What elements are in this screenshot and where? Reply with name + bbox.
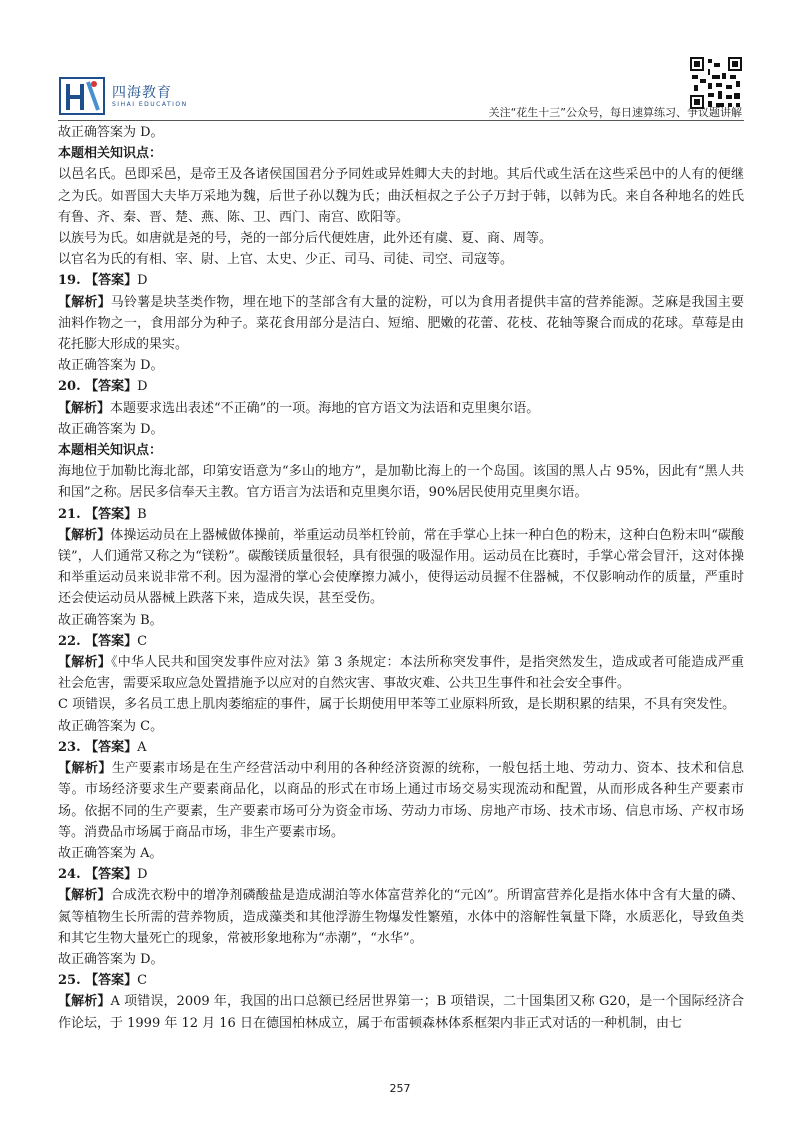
document-body	[58, 122, 744, 1034]
paragraph-label: 本题相关知识点：	[58, 443, 163, 459]
paragraph-label: 【解析】	[58, 527, 111, 543]
sihai-logo-icon	[58, 74, 110, 118]
paragraph-text: A	[137, 739, 147, 755]
paragraph-text: 故正确答案为 B。	[58, 612, 163, 628]
text-paragraph	[58, 376, 744, 397]
paragraph-text: 生产要素市场是在生产经营活动中利用的各种经济资源的统称，一般包括土地、劳动力、资本、技术和信息等。市场经济要求生产要素商品化，以商品的形式在市场上通过市场交易实现流动和配置，从而形成各种生产要素市场。依据不同的生产要素，生产要素市场可分为资金市场、劳动力市场、房地产市场、技术市场、信息市场、产权市场等。消费品市场属于商品市场，非生产要素市场。	[58, 761, 744, 840]
paragraph-text: D	[137, 867, 148, 883]
paragraph-label: 19. 【答案】	[58, 273, 138, 289]
text-paragraph	[58, 292, 744, 356]
paragraph-text: C	[137, 973, 148, 989]
brand-name: 四海教育	[112, 85, 172, 101]
paragraph-text: 故正确答案为 D。	[58, 125, 164, 140]
paragraph-text: 以族号为氏。如唐就是尧的号，尧的一部分后代便姓唐，此外还有虞、夏、商、周等。	[58, 231, 553, 247]
text-paragraph	[58, 970, 744, 991]
text-paragraph	[58, 143, 744, 164]
paragraph-label: 23. 【答案】	[58, 739, 138, 755]
qr-code-icon	[690, 57, 742, 109]
paragraph-label: 25. 【答案】	[58, 973, 138, 989]
paragraph-label: 【解析】	[58, 888, 111, 904]
paragraph-label: 24. 【答案】	[58, 867, 138, 883]
paragraph-label: 【解析】	[58, 994, 111, 1010]
header-divider	[58, 120, 744, 121]
text-paragraph	[58, 122, 744, 143]
paragraph-text: 故正确答案为 D。	[58, 358, 164, 374]
text-paragraph	[58, 504, 744, 525]
paragraph-text: 故正确答案为 D。	[58, 421, 164, 437]
paragraph-text: 《中华人民共和国突发事件应对法》第 3 条规定：本法所称突发事件，是指突然发生，造成或者可能造成严重社会危害，需要采取应急处置措施予以应对的自然灾害、事故灾难、公共卫生事件和社会安全事件。	[58, 655, 744, 692]
text-paragraph	[58, 716, 744, 737]
paragraph-text: 故正确答案为 D。	[58, 951, 164, 967]
text-paragraph	[58, 419, 744, 440]
paragraph-text: 故正确答案为 A。	[58, 845, 163, 861]
text-paragraph	[58, 440, 744, 461]
paragraph-label: 22. 【答案】	[58, 633, 138, 649]
paragraph-text: 体操运动员在上器械做体操前，举重运动员举杠铃前，常在手掌心上抹一种白色的粉末，这种白色粉末叫“碳酸镁”，人们通常又称之为“镁粉”。碳酸镁质量很轻，具有很强的吸湿作用。运动员在比赛时，手掌心常会冒汗，这对体操和举重运动员来说非常不利。因为湿滑的掌心会使摩擦力减小，使得运动员握不住器械，不仅影响动作的质量，严重时还会使运动员从器械上跌落下来，造成失误，甚至受伤。	[58, 527, 744, 607]
text-paragraph	[58, 525, 744, 610]
paragraph-text: 本题要求选出表述“不正确”的一项。海地的官方语文为法语和克里奥尔语。	[110, 400, 540, 416]
paragraph-text: D	[137, 273, 148, 289]
paragraph-label: 20. 【答案】	[58, 379, 138, 395]
paragraph-text: D	[137, 379, 148, 395]
text-paragraph	[58, 461, 744, 503]
paragraph-label: 【解析】	[58, 400, 111, 416]
brand-subtitle: SIHAI EDUCATION	[112, 101, 188, 108]
text-paragraph	[58, 270, 744, 291]
paragraph-text: C 项错误，多名员工患上肌肉萎缩症的事件，属于长期使用甲苯等工业原料所致，是长期积累的结果，不具有突发性。	[58, 697, 736, 713]
paragraph-text: C	[137, 633, 148, 649]
text-paragraph	[58, 737, 744, 758]
text-paragraph	[58, 164, 744, 228]
text-paragraph	[58, 249, 744, 270]
text-paragraph	[58, 758, 744, 843]
paragraph-label: 【解析】	[58, 294, 111, 310]
paragraph-label: 【解析】	[58, 761, 112, 777]
text-paragraph	[58, 843, 744, 864]
text-paragraph	[58, 652, 744, 694]
paragraph-label: 21. 【答案】	[58, 506, 138, 522]
page-header	[0, 0, 800, 120]
text-paragraph	[58, 864, 744, 885]
page-number: 257	[389, 1082, 411, 1095]
text-paragraph	[58, 885, 744, 949]
text-paragraph	[58, 949, 744, 970]
paragraph-text: 以官名为氏的有相、宰、尉、上官、太史、少正、司马、司徒、司空、司寇等。	[58, 252, 514, 268]
header-slogan: 关注“花生十三”公众号，每日速算练习、争议题讲解	[488, 106, 742, 119]
paragraph-text: A 项错误，2009 年，我国的出口总额已经居世界第一；B 项错误，二十国集团又称 G20，是一个国际经济合作论坛，于 1999 年 12 月 16 日在德国柏林成立，属于布雷顿森林体系框架内非正式对话的一种机制，由七	[58, 994, 744, 1031]
paragraph-label: 【解析】	[58, 655, 111, 671]
paragraph-text: 海地位于加勒比海北部，印第安语意为“多山的地方”，是加勒比海上的一个岛国。该国的黑人占 95%，因此有“黑人共和国”之称。居民多信奉天主教。官方语言为法语和克里奥尔语，90%居民使用克里奥尔语。	[58, 464, 744, 501]
paragraph-text: 合成洗衣粉中的增净剂磷酸盐是造成湖泊等水体富营养化的“元凶”。所谓富营养化是指水体中含有大量的磷、氮等植物生长所需的营养物质，造成藻类和其他浮游生物爆发性繁殖，水体中的溶解性氧量下降，水质恶化，导致鱼类和其它生物大量死亡的现象，常被形象地称为“赤潮”，“水华”。	[58, 888, 744, 946]
text-paragraph	[58, 631, 744, 652]
text-paragraph	[58, 228, 744, 249]
text-paragraph	[58, 694, 744, 715]
paragraph-text: 以邑名氏。邑即采邑，是帝王及各诸侯国国君分予同姓或异姓卿大夫的封地。其后代或生活在这些采邑中的人有的便继之为氏。如晋国大夫毕万采地为魏，后世子孙以魏为氏；曲沃桓叔之子公子万封于韩，以韩为氏。来自各种地名的姓氏有鲁、齐、秦、晋、楚、燕、陈、卫、西门、南宫、欧阳等。	[58, 167, 744, 225]
paragraph-text: B	[137, 506, 147, 522]
text-paragraph	[58, 398, 744, 419]
paragraph-label: 本题相关知识点：	[58, 146, 163, 162]
text-paragraph	[58, 991, 744, 1033]
text-paragraph	[58, 355, 744, 376]
text-paragraph	[58, 610, 744, 631]
paragraph-text: 故正确答案为 C。	[58, 718, 164, 734]
paragraph-text: 马铃薯是块茎类作物，埋在地下的茎部含有大量的淀粉，可以为食用者提供丰富的营养能源。芝麻是我国主要油料作物之一，食用部分为种子。菜花食用部分是洁白、短缩、肥嫩的花蕾、花枝、花轴等聚合而成的花球。草莓是由花托膨大形成的果实。	[58, 294, 744, 353]
